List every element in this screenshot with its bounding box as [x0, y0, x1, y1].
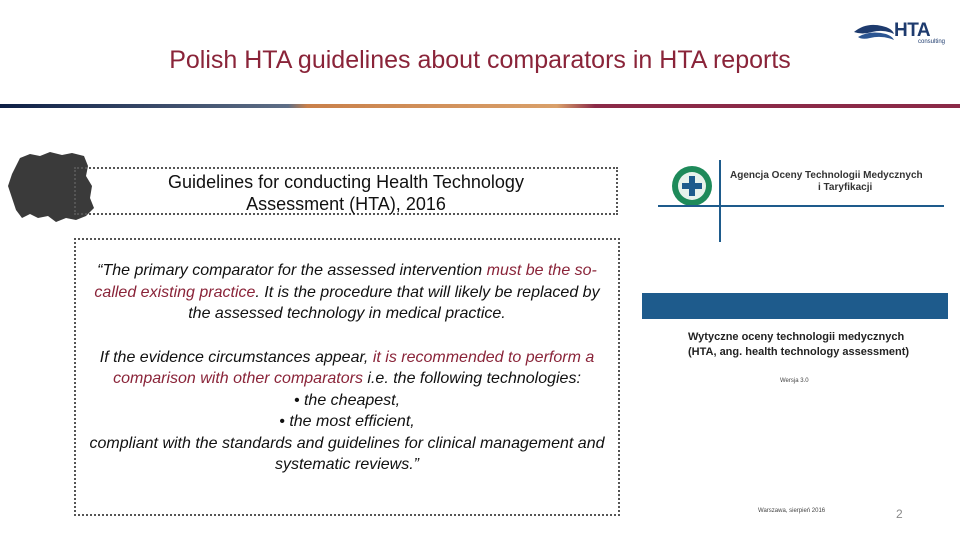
agency-emblem-icon	[670, 164, 714, 208]
hta-consulting-logo	[852, 20, 944, 48]
quote-paragraph-3: compliant with the standards and guidelines for clinical management and systematic reviews.”	[89, 434, 605, 473]
slide-title: Polish HTA guidelines about comparators in HTA reports	[169, 46, 791, 74]
document-version: Wersja 3.0	[780, 378, 809, 384]
guideline-title-line2: Assessment (HTA), 2016	[246, 194, 446, 214]
document-title	[688, 330, 938, 360]
quote-text: If the evidence circumstances appear,	[99, 348, 373, 366]
guideline-title-line1: Guidelines for conducting Health Technology	[168, 172, 524, 192]
document-title-line2: (HTA, ang. health technology assessment)	[688, 346, 910, 358]
logo-subtext: consulting	[918, 39, 946, 45]
cover-blue-band	[642, 293, 948, 319]
document-footer: Warszawa, sierpień 2016	[758, 508, 826, 514]
slide-number: 2	[896, 507, 903, 521]
agency-name	[730, 170, 930, 194]
guideline-title-box	[74, 167, 618, 215]
bird-logo-icon	[852, 20, 896, 46]
cover-vertical-line	[719, 160, 721, 242]
quote-text: . It is the procedure that will likely be replaced by the assessed technology in medical practice.	[188, 283, 600, 322]
agency-name-line1: Agencja Oceny Technologii Medycznych	[730, 170, 923, 181]
quote-paragraph-2	[82, 347, 612, 390]
quote-highlight: must be the so-called existing practice	[94, 262, 597, 301]
quote-text: “The primary comparator for the assessed intervention	[97, 262, 487, 279]
document-title-line1: Wytyczne oceny technologii medycznych	[688, 331, 905, 343]
quote-box	[74, 238, 620, 516]
cover-horizontal-line	[658, 205, 944, 207]
agency-name-line2: i Taryfikacji	[818, 182, 873, 193]
logo-text: HTA	[894, 20, 931, 41]
quote-bullet-cheapest: • the cheapest,	[293, 391, 401, 409]
quote-text: i.e. the following technologies:	[362, 370, 581, 387]
quote-paragraph-1	[82, 260, 612, 325]
quote-bullet-efficient: • the most efficient,	[279, 413, 415, 430]
quote-highlight: it is recommended to perform a comparison with other comparators	[113, 348, 595, 387]
title-divider	[0, 104, 960, 108]
